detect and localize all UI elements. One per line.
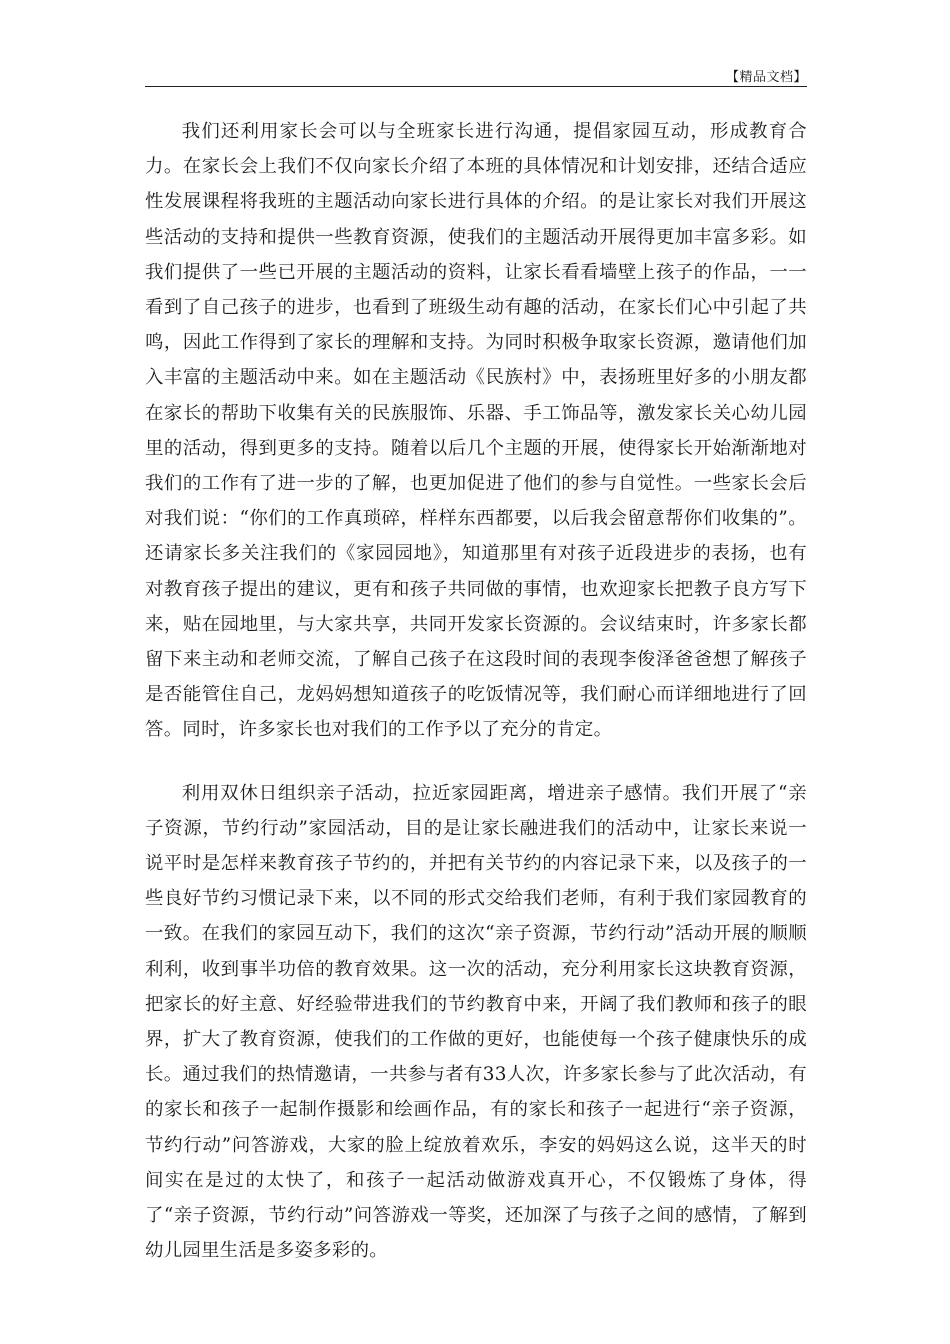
document-body	[145, 114, 807, 1269]
header-divider	[145, 86, 807, 87]
document-header-tag: 【精品文档】	[725, 70, 807, 85]
paragraph-parent-child-activity: 利用双休日组织亲子活动，拉近家园距离，增进亲子感情。我们开展了“亲子资源，节约行动”家园活动，目的是让家长融进我们的活动中，让家长来说一说平时是怎样来教育孩子节约的，并把有关节约的内容记录下来，以及孩子的一些良好节约习惯记录下来，以不同的形式交给我们老师，有利于我们家园教育的一致。在我们的家园互动下，我们的这次“亲子资源，节约行动”活动开展的顺顺利利，收到事半功倍的教育效果。这一次的活动，充分利用家长这块教育资源，把家长的好主意、好经验带进我们的节约教育中来，开阔了我们教师和孩子的眼界，扩大了教育资源，使我们的工作做的更好，也能使每一个孩子健康快乐的成长。通过我们的热情邀请，一共参与者有33人次，许多家长参与了此次活动，有的家长和孩子一起制作摄影和绘画作品，有的家长和孩子一起进行“亲子资源，节约行动”问答游戏，大家的脸上绽放着欢乐，李安的妈妈这么说，这半天的时间实在是过的太快了，和孩子一起活动做游戏真开心，不仅锻炼了身体，得了“亲子资源，节约行动”问答游戏一等奖，还加深了与孩子之间的感情，了解到幼儿园里生活是多姿多彩的。	[145, 782, 807, 1262]
paragraph-parent-meeting: 我们还利用家长会可以与全班家长进行沟通，提倡家园互动，形成教育合力。在家长会上我们不仅向家长介绍了本班的具体情况和计划安排，还结合适应性发展课程将我班的主题活动向家长进行具体的介绍。的是让家长对我们开展这些活动的支持和提供一些教育资源，使我们的主题活动开展得更加丰富多彩。如我们提供了一些已开展的主题活动的资料，让家长看看墙壁上孩子的作品，一一看到了自己孩子的进步，也看到了班级生动有趣的活动，在家长们心中引起了共鸣，因此工作得到了家长的理解和支持。为同时积极争取家长资源，邀请他们加入丰富的主题活动中来。如在主题活动《民族村》中，表扬班里好多的小朋友都在家长的帮助下收集有关的民族服饰、乐器、手工饰品等，激发家长关心幼儿园里的活动，得到更多的支持。随着以后几个主题的开展，使得家长开始渐渐地对我们的工作有了进一步的了解，也更加促进了他们的参与自觉性。一些家长会后对我们说：“你们的工作真琐碎，样样东西都要，以后我会留意帮你们收集的”。还请家长多关注我们的《家园园地》，知道那里有对孩子近段进步的表扬，也有对教育孩子提出的建议，更有和孩子共同做的事情，也欢迎家长把教子良方写下来，贴在园地里，与大家共享，共同开发家长资源的。会议结束时，许多家长都留下来主动和老师交流，了解自己孩子在这段时间的表现李俊泽爸爸想了解孩子是否能管住自己，龙妈妈想知道孩子的吃饭情况等，我们耐心而详细地进行了回答。同时，许多家长也对我们的工作予以了充分的肯定。	[145, 121, 807, 741]
